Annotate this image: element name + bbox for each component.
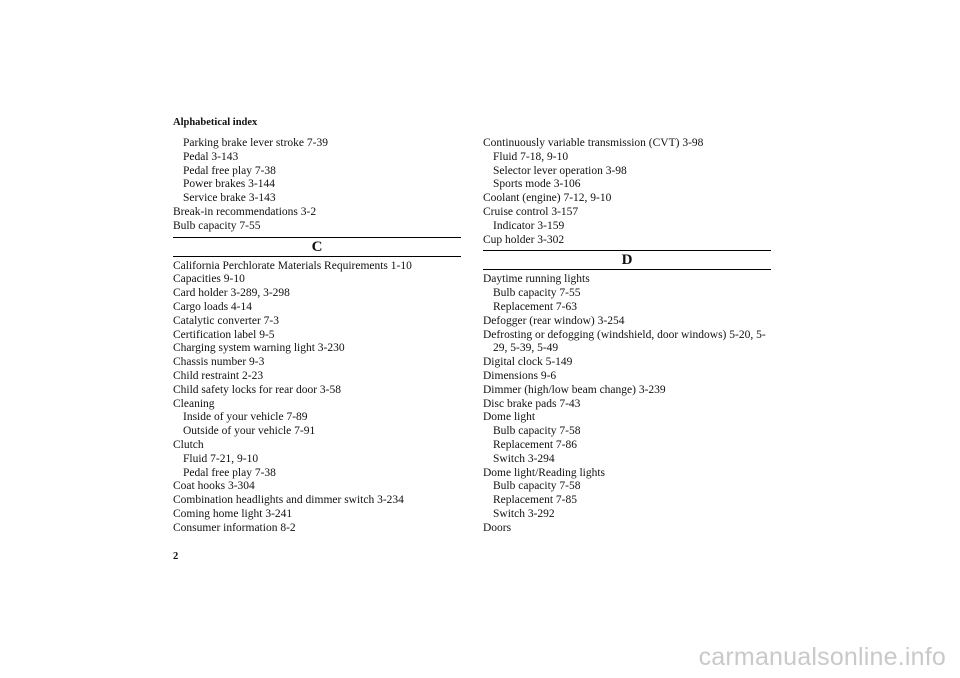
- index-entry: Dimmer (high/low beam change) 3-239: [483, 383, 666, 396]
- index-entry: Combination headlights and dimmer switch 3-234: [173, 494, 404, 507]
- index-subentry: Pedal free play 7-38: [183, 164, 276, 177]
- index-column-right: [483, 137, 771, 536]
- section-letter-heading: C: [173, 237, 461, 257]
- index-entry: Continuously variable transmission (CVT) 3-98: [483, 137, 704, 149]
- index-entry: Defrosting or defogging (windshield, door windows) 5-20, 5-29, 5-39, 5-49: [483, 328, 766, 355]
- index-entry: Child restraint 2-23: [173, 369, 264, 382]
- index-subentry: Outside of your vehicle 7-91: [183, 425, 316, 438]
- index-entry: Dome light: [483, 411, 536, 424]
- index-subentry: Switch 3-292: [493, 507, 555, 520]
- index-subentry: Power brakes 3-144: [183, 178, 275, 191]
- index-entry: Digital clock 5-149: [483, 356, 573, 369]
- index-subentry: Replacement 7-85: [493, 494, 577, 507]
- index-entry: Cruise control 3-157: [483, 205, 579, 218]
- index-entry: Capacities 9-10: [173, 273, 245, 286]
- index-entry: California Perchlorate Materials Requirements 1-10: [173, 259, 412, 272]
- index-entry: Coat hooks 3-304: [173, 480, 255, 493]
- index-entry: Bulb capacity 7-55: [173, 219, 261, 232]
- index-entry: Coolant (engine) 7-12, 9-10: [483, 192, 612, 205]
- index-entry: Catalytic converter 7-3: [173, 314, 280, 327]
- index-entry: Chassis number 9-3: [173, 356, 265, 369]
- index-subentry: Pedal 3-143: [183, 150, 239, 163]
- index-subentry: Service brake 3-143: [183, 192, 276, 205]
- index-entry: Card holder 3-289, 3-298: [173, 287, 290, 300]
- index-subentry: Replacement 7-86: [493, 438, 577, 451]
- page-number: 2: [173, 551, 179, 562]
- index-entry: Cleaning: [173, 397, 215, 410]
- index-entry: Charging system warning light 3-230: [173, 342, 345, 355]
- index-entry: Daytime running lights: [483, 273, 590, 286]
- index-entry: Consumer information 8-2: [173, 521, 296, 534]
- index-entry: Coming home light 3-241: [173, 507, 293, 520]
- index-entry: Dimensions 9-6: [483, 369, 557, 382]
- section-letter-heading: D: [483, 250, 771, 270]
- index-entry: Clutch: [173, 438, 204, 451]
- index-subentry: Pedal free play 7-38: [183, 466, 276, 479]
- index-subentry: Replacement 7-63: [493, 300, 577, 313]
- index-subentry: Bulb capacity 7-55: [493, 287, 581, 300]
- index-entry: Cargo loads 4-14: [173, 300, 253, 313]
- index-entry: Certification label 9-5: [173, 328, 275, 341]
- index-subentry: Switch 3-294: [493, 452, 555, 465]
- index-entry: Disc brake pads 7-43: [483, 397, 581, 410]
- index-subentry: Bulb capacity 7-58: [493, 480, 581, 493]
- index-entry: Cup holder 3-302: [483, 233, 565, 246]
- index-subentry: Sports mode 3-106: [493, 178, 581, 191]
- index-entry: Defogger (rear window) 3-254: [483, 314, 625, 327]
- index-subentry: Bulb capacity 7-58: [493, 425, 581, 438]
- index-subentry: Parking brake lever stroke 7-39: [183, 137, 328, 149]
- index-subentry: Indicator 3-159: [493, 219, 565, 232]
- page-header: Alphabetical index: [173, 117, 258, 128]
- index-entry: Doors: [483, 521, 512, 534]
- index-entry: Child safety locks for rear door 3-58: [173, 383, 341, 396]
- index-column-left: [173, 137, 461, 536]
- index-subentry: Fluid 7-18, 9-10: [493, 150, 569, 163]
- index-entry: Break-in recommendations 3-2: [173, 205, 317, 218]
- index-subentry: Selector lever operation 3-98: [493, 164, 627, 177]
- watermark-text: carmanualsonline.info: [698, 643, 946, 671]
- index-subentry: Inside of your vehicle 7-89: [183, 411, 308, 424]
- index-subentry: Fluid 7-21, 9-10: [183, 452, 259, 465]
- index-entry: Dome light/Reading lights: [483, 466, 606, 479]
